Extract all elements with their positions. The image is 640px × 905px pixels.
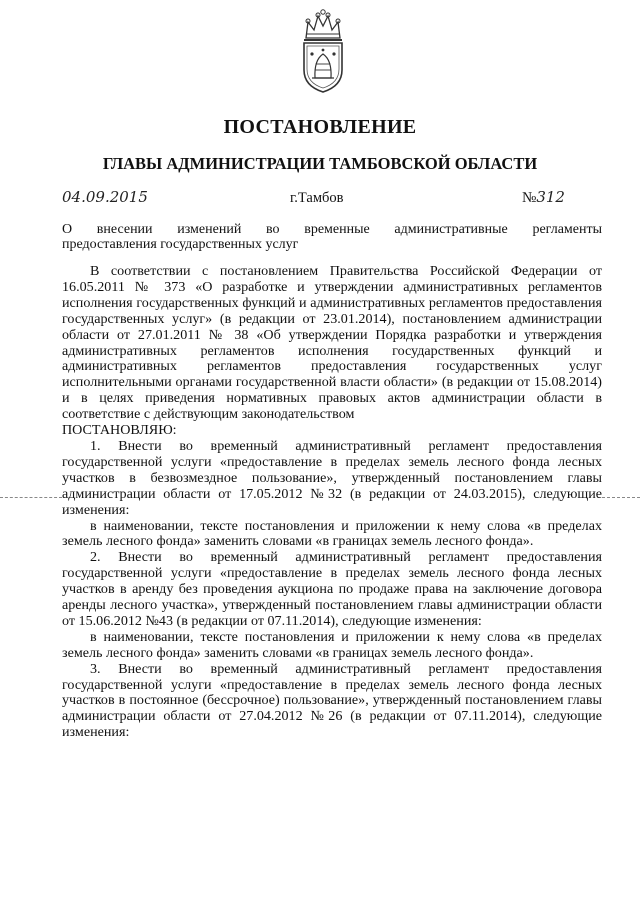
subject-line-2: предоставления государственных услуг	[62, 237, 299, 252]
document-title: ПОСТАНОВЛЕНИЕ	[223, 116, 417, 138]
document-subject	[62, 222, 602, 252]
document-number	[522, 188, 565, 207]
preamble-paragraph: В соответствии с постановлением Правительства Российской Федерации от 16.05.2011 № 373 «О разработке и утверждении административных регламентов исполнения государственных функций и административных регламентов предоставления государственных услуг» (в редакции от 23.01.2014), постановлением администрации области от 27.01.2011 № 38 «Об утверждении Порядка разработки и утверждения административных регламентов исполнения государственных функций и административных регламентов предоставления государственных услуг исполнительными органами государственной власти области» (в редакции от 15.08.2014) и в целях приведения нормативных правовых актов администрации области в соответствие с действующим законодательством	[62, 263, 602, 423]
document-subtitle: ГЛАВЫ АДМИНИСТРАЦИИ ТАМБОВСКОЙ ОБЛАСТИ	[102, 154, 538, 173]
item-1-change: в наименовании, тексте постановления и приложении к нему слова «в пределах земель лесного фонда» заменить словами «в границах земель лесного фонда».	[62, 517, 602, 550]
tambov-coat-of-arms-icon	[298, 8, 348, 96]
document-body	[62, 264, 602, 741]
number-prefix: №	[522, 190, 537, 206]
handwritten-date: 04.09.2015	[62, 188, 148, 206]
item-1-paragraph: 1. Внести во временный административный регламент предоставления государственной услуги «предоставление в пределах земель лесного фонда лесных участков в безвозмездное пользование», утвержденный постановлением главы администрации области от 17.05.2012 №32 (в редакции от 24.03.2015), следующие изменения:	[62, 437, 602, 518]
subject-line-1: О внесении изменений во временные административные регламенты	[62, 222, 602, 237]
item-2-paragraph: 2. Внести во временный административный регламент предоставления государственной услуги «предоставление в пределах земель лесного фонда лесных участков в аренду без проведения аукциона по продаже права на заключение договора аренды лесного участка», утвержденный постановлением главы администрации области от 15.06.2012 №43 (в редакции от 07.11.2014), следующие изменения:	[62, 549, 602, 629]
item-2-change: в наименовании, тексте постановления и приложении к нему слова «в пределах земель лесного фонда» заменить словами «в границах земель лесного фонда».	[62, 628, 602, 661]
decree-word: ПОСТАНОВЛЯЮ:	[62, 422, 177, 439]
handwritten-number: 312	[536, 188, 565, 206]
city-name: г.Тамбов	[290, 190, 344, 206]
fold-mark-left	[0, 497, 62, 498]
fold-mark-right	[602, 497, 640, 498]
item-3-paragraph: 3. Внести во временный административный регламент предоставления государственной услуги «предоставление в пределах земель лесного фонда лесных участков в постоянное (бессрочное) пользование», утвержденный постановлением главы администрации области от 27.04.2012 №26 (в редакции от 07.11.2014), следующие изменения:	[62, 660, 602, 741]
